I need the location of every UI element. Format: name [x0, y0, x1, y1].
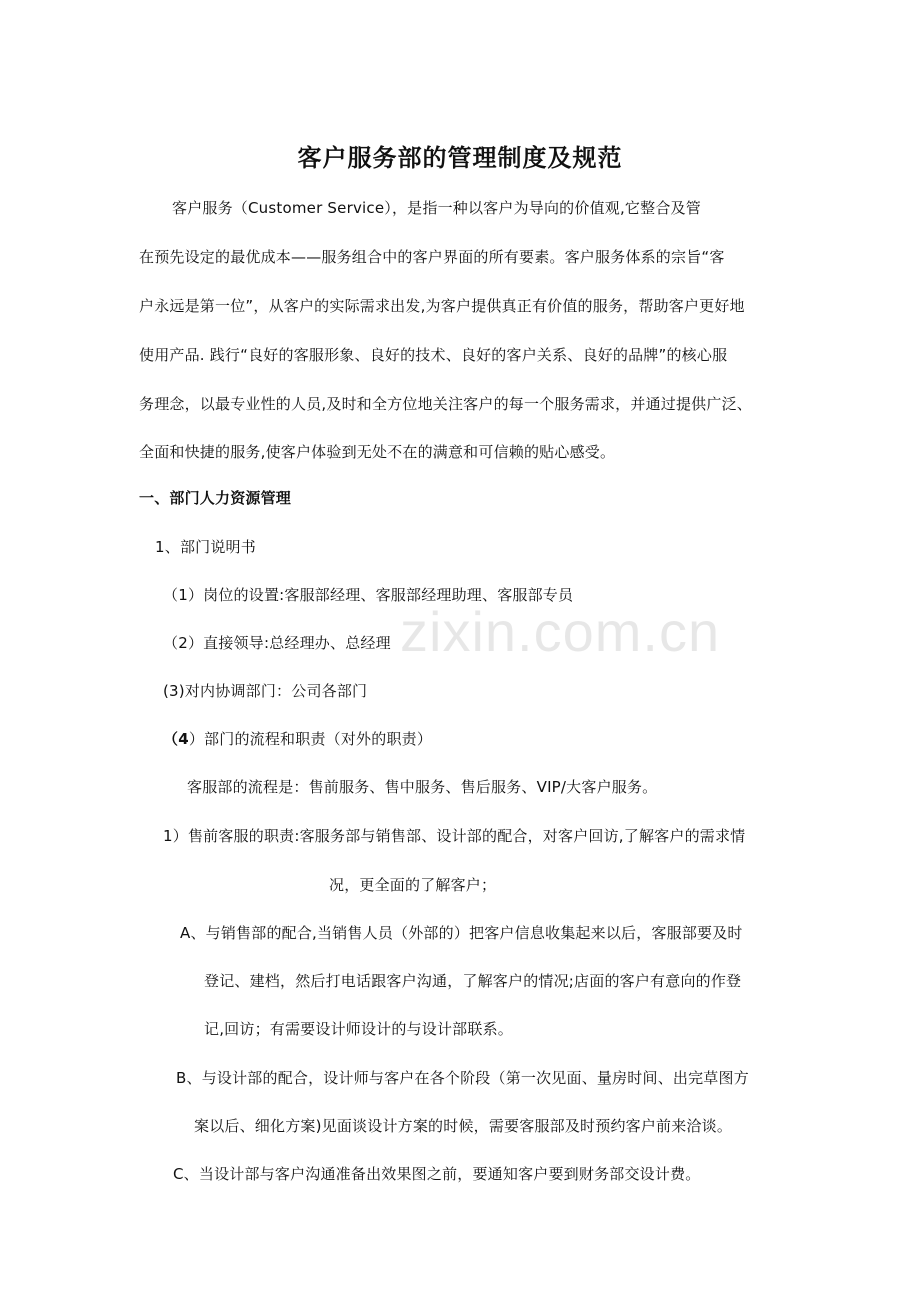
- item-positions: （1）岗位的设置:客服部经理、客服部经理助理、客服部专员: [163, 586, 574, 604]
- item-process-duties: [163, 729, 432, 749]
- design-cooperation-line-2: 案以后、细化方案)见面谈设计方案的时候，需要客服部及时预约客户前来洽谈。: [194, 1117, 733, 1135]
- intro-line-1: 客户服务（Customer Service），是指一种以客户为导向的价值观,它整合及管: [172, 199, 701, 217]
- service-flow: 客服部的流程是：售前服务、售中服务、售后服务、VIP/大客户服务。: [187, 778, 658, 796]
- intro-line-2: 在预先设定的最优成本——服务组合中的客户界面的所有要素。客户服务体系的宗旨“客: [139, 248, 725, 266]
- sales-cooperation-line-1: A、与销售部的配合,当销售人员（外部的）把客户信息收集起来以后，客服部要及时: [180, 924, 743, 942]
- subsection-heading-dept-manual: 1、部门说明书: [155, 538, 256, 556]
- sales-cooperation-line-2: 登记、建档，然后打电话跟客户沟通，了解客户的情况;店面的客户有意向的作登: [204, 972, 742, 990]
- intro-line-3: 户永远是第一位”，从客户的实际需求出发,为客户提供真正有价值的服务，帮助客户更好地: [139, 297, 745, 315]
- section-heading-hr: 一、部门人力资源管理: [139, 489, 292, 507]
- watermark: zixin.com.cn: [400, 600, 721, 663]
- sales-cooperation-line-3: 记,回访；有需要设计师设计的与设计部联系。: [204, 1020, 513, 1038]
- item-process-duties-number: （4: [163, 730, 189, 748]
- document-title: 客户服务部的管理制度及规范: [297, 144, 623, 172]
- presale-duty-line-2: 况，更全面的了解客户；: [329, 876, 497, 894]
- intro-line-6: 全面和快捷的服务,使客户体验到无处不在的满意和可信赖的贴心感受。: [139, 443, 616, 461]
- item-direct-leadership: （2）直接领导:总经理办、总经理: [163, 634, 391, 652]
- design-cooperation-line-1: B、与设计部的配合，设计师与客户在各个阶段（第一次见面、量房时间、出完草图方: [176, 1069, 749, 1087]
- intro-line-5: 务理念，以最专业性的人员,及时和全方位地关注客户的每一个服务需求，并通过提供广泛、: [139, 395, 752, 413]
- item-process-duties-text: ）部门的流程和职责（对外的职责）: [188, 730, 433, 748]
- presale-duty-line-1: 1）售前客服的职责:客服务部与销售部、设计部的配合，对客户回访,了解客户的需求情: [163, 827, 746, 845]
- design-fee-notice: C、当设计部与客户沟通准备出效果图之前，要通知客户要到财务部交设计费。: [173, 1165, 701, 1183]
- intro-line-4: 使用产品. 践行“良好的客服形象、良好的技术、良好的客户关系、良好的品牌”的核心服: [139, 346, 728, 364]
- item-internal-coordination: (3)对内协调部门：公司各部门: [163, 682, 368, 700]
